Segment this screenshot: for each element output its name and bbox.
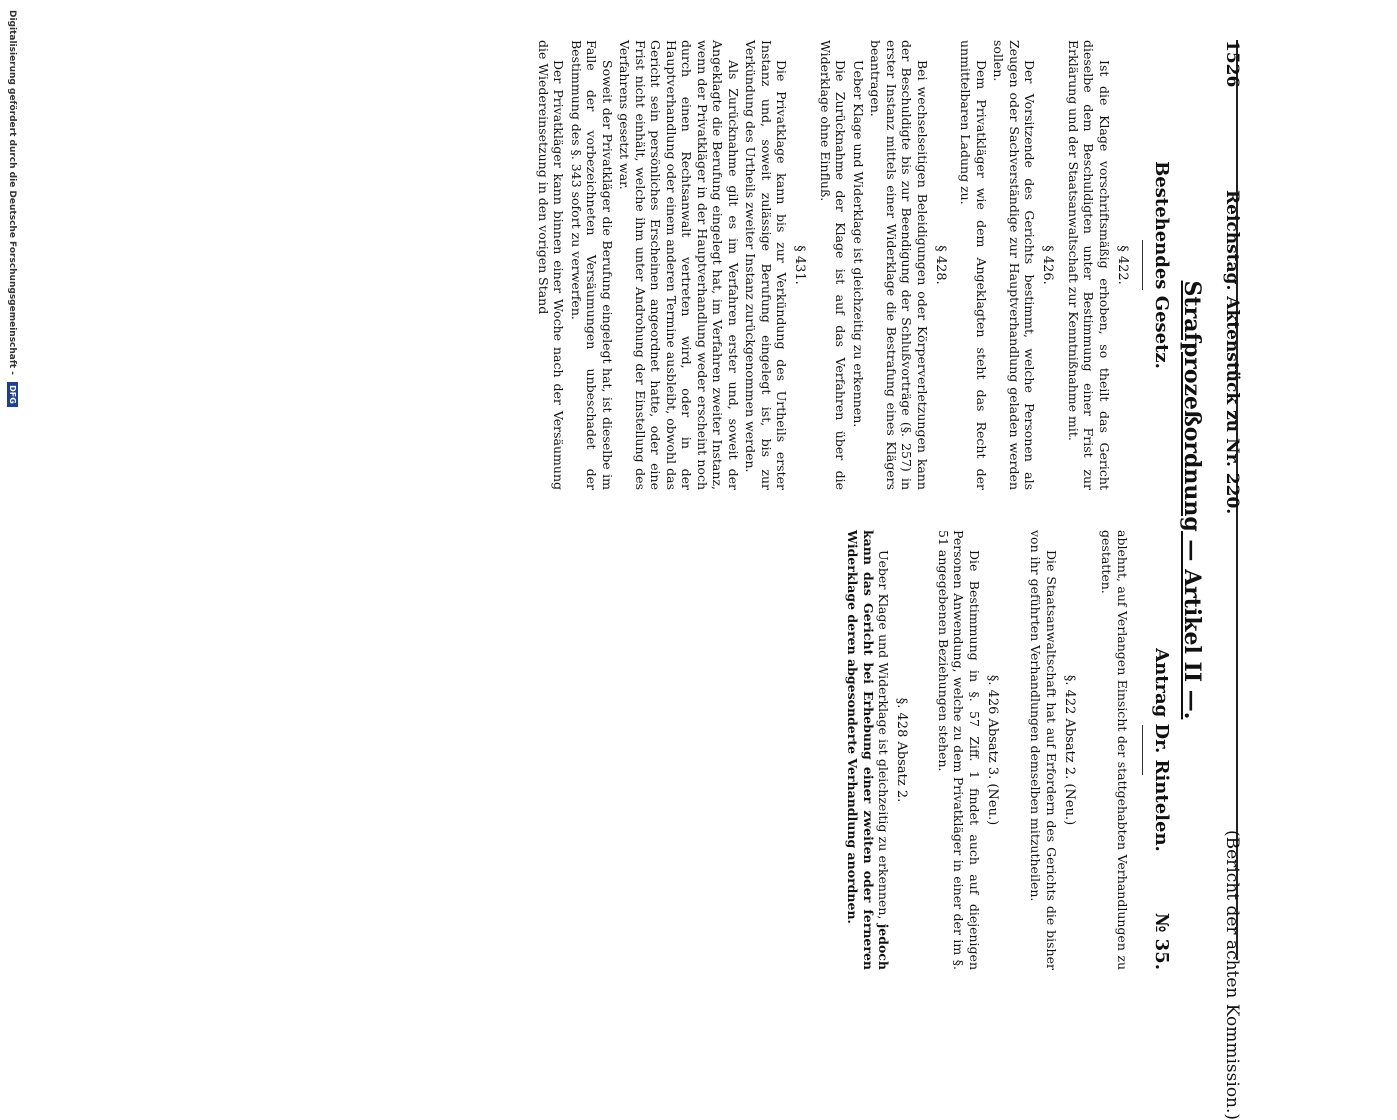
left-column — [534, 40, 1173, 490]
paragraph: Die Privatklage kann bis zur Verkündung des Urtheils erster Instanz und, soweit zulässige Berufung eingelegt ist, bis zur Verkündung des Urtheils zweiter Instanz zurückgenommen werden. — [743, 40, 790, 490]
paragraph: Bei wechselseitigen Beleidigungen oder Körperverletzungen kann der Beschuldigte bis zur Beendigung der Schlußvorträge (§. 257) in erster Instanz mittels einer Widerklage die Bestrafung eines Klägers beantragen. — [868, 40, 930, 490]
header-subtitle: (Bericht der achten Kommission.) — [1222, 830, 1242, 1120]
dfg-logo: DFG — [7, 382, 18, 407]
paragraph: Soweit der Privatkläger die Berufung eingelegt hat, ist dieselbe im Falle der vorbezeichneten Versäumungen unbeschadet der Bestimmung des §. 343 sofort zu verwerfen. — [569, 40, 615, 490]
title-rule — [1142, 725, 1143, 775]
main-title: Strafprozeßordnung — Artikel II —. — [1179, 280, 1205, 720]
section-heading: §. 428 Absatz 2. — [894, 697, 910, 803]
amendment-text-bold: jedoch kann das Gericht bei Erhebung einer zweiten oder ferneren Widerklage deren abgesonderte Verhandlung anordnen. — [845, 530, 892, 970]
paragraph — [845, 530, 892, 970]
paragraph: Die Staatsanwaltschaft hat auf Erfordern des Gerichts die bisher von ihr geführten Verhandlungen demselben mitzutheilen. — [1028, 530, 1059, 970]
paragraph: Der Privatkläger kann binnen einer Woche nach der Versäumung die Wiedereinsetzung in den vorigen Stand — [536, 40, 567, 490]
section-heading: § 422. — [1115, 245, 1130, 285]
right-column-title: Antrag Dr. Rintelen. — [1151, 648, 1172, 852]
paragraph: Der Vorsitzende des Gerichts bestimmt, welche Personen als Zeugen oder Sachverständige zur Hauptverhandlung geladen werden sollen. — [991, 40, 1038, 490]
section-heading: § 431. — [792, 245, 808, 285]
paragraph: Ueber Klage und Widerklage ist gleichzeitig zu erkennen. — [851, 60, 866, 428]
right-column-title-row — [1151, 530, 1172, 970]
paragraph: ablehnt, auf Verlangen Einsicht der stattgehabten Verhandlungen zu gestatten. — [1099, 530, 1130, 970]
footer-text: Digitalisierung gefördert durch die Deutsche Forschungsgemeinschaft - — [7, 10, 17, 375]
paragraph-text: Ueber Klage und Widerklage ist gleichzeitig zu erkennen, — [876, 550, 892, 920]
digitization-footer — [2, 0, 18, 1010]
paragraph: Als Zurücknahme gilt es im Verfahren erster und, soweit der Angeklagte die Berufung eingelegt hat, im Verfahren zweiter Instanz, wenn der Privatkläger in der Hauptverhandlung weder erscheint noch durch einen Rechtsanwalt vertreten wird, oder in der Hauptverhandlung oder einem anderen Termine ausbleibt, obwohl das Gericht sein persönliches Erscheinen angeordnet hatte, oder eine Frist nicht einhält, welche ihm unter Androhung der Einstellung des Verfahrens gesetzt war. — [617, 40, 741, 490]
section-heading: § 426. — [1040, 245, 1056, 285]
section-heading: § 428. — [933, 245, 948, 285]
paragraph: Die Bestimmung in §. 57 Ziff. 1 findet auch auf diejenigen Personen Anwendung, welche zu dem Privatkläger in einer der im §. 51 angegebenen Beziehungen stehen. — [936, 530, 982, 970]
paragraph: Dem Privatkläger wie dem Angeklagten steht das Recht der unmittelbaren Ladung zu. — [958, 40, 989, 490]
proposal-number: № 35. — [1151, 912, 1172, 970]
left-column-title: Bestehendes Gesetz. — [1151, 161, 1172, 369]
paragraph: Ist die Klage vorschriftsmäßig erhoben, so theilt das Gericht dieselbe dem Beschuldigten unter Bestimmung einer Frist zur Erklärung und der Staatsanwaltschaft zur Kenntnißnahme mit. — [1066, 40, 1112, 490]
section-heading: §. 422 Absatz 2. (Neu.) — [1062, 674, 1077, 826]
right-column — [843, 530, 1172, 970]
title-rule — [1142, 240, 1143, 290]
page-header — [1222, 40, 1242, 1120]
page-number: 1526 — [1222, 40, 1242, 88]
section-heading: §. 426 Absatz 3. (Neu.) — [985, 674, 1000, 826]
paragraph: Die Zurücknahme der Klage ist auf das Verfahren über die Widerklage ohne Einfluß. — [818, 40, 849, 490]
header-title: Reichstag. Aktenstück zu Nr. 220. — [1222, 190, 1242, 515]
